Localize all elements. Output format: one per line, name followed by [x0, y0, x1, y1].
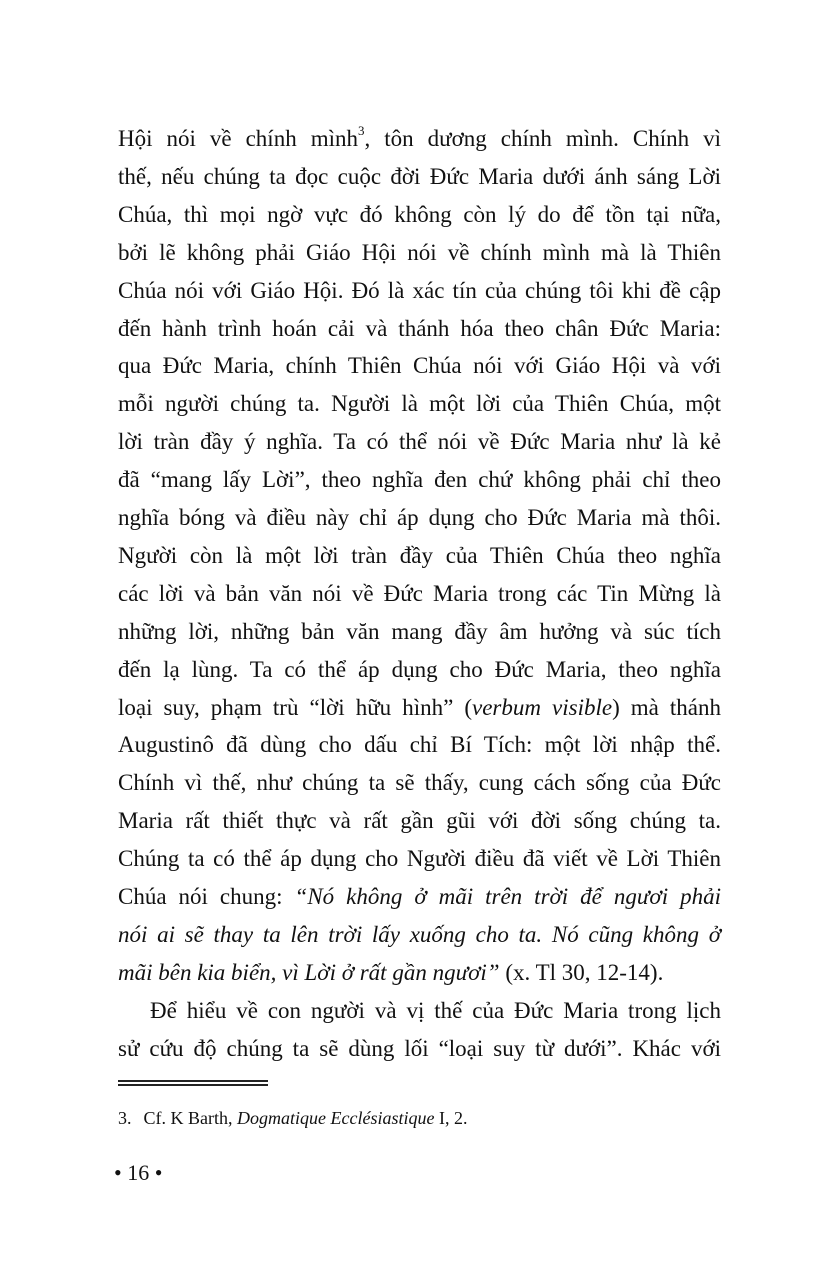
text-line: [118, 916, 721, 954]
text-line: [118, 1030, 721, 1068]
text-line: [118, 499, 721, 537]
italic-text: mãi bên kia biển, vì Lời ở rất gần ngươi”: [118, 960, 500, 985]
text-line: [118, 954, 721, 992]
text-segment: mỗi người chúng ta. Người là một lời của Thiên Chúa, một: [118, 391, 721, 416]
italic-text: “Nó không ở mãi trên trời để ngươi phải: [294, 884, 721, 909]
text-line: [118, 310, 721, 348]
text-line: [118, 537, 721, 575]
text-line: [118, 878, 721, 916]
text-segment: loại suy, phạm trù “lời hữu hình” (: [118, 695, 473, 720]
text-segment: Chúa nói với Giáo Hội. Đó là xác tín của chúng tôi khi đề cập: [118, 278, 721, 303]
text-segment: đến lạ lùng. Ta có thể áp dụng cho Đức Maria, theo nghĩa: [118, 657, 721, 682]
text-segment: Chúa nói chung:: [118, 884, 295, 909]
text-line: [118, 272, 721, 310]
text-segment: đến hành trình hoán cải và thánh hóa theo chân Đức Maria:: [118, 316, 721, 341]
text-segment: bởi lẽ không phải Giáo Hội nói về chính mình mà là Thiên: [118, 240, 721, 265]
text-line: [118, 347, 721, 385]
page-number: • 16 •: [114, 1160, 163, 1185]
text-segment: Maria rất thiết thực và rất gần gũi với đời sống chúng ta.: [118, 808, 721, 833]
text-segment: Người còn là một lời tràn đầy của Thiên Chúa theo nghĩa: [118, 543, 721, 568]
text-segment: Augustinô đã dùng cho dấu chỉ Bí Tích: một lời nhập thể.: [118, 732, 721, 757]
text-line: [118, 385, 721, 423]
text-segment: thế, nếu chúng ta đọc cuộc đời Đức Maria dưới ánh sáng Lời: [118, 164, 721, 189]
text-line: [118, 651, 721, 689]
footnote-divider-second: [118, 1084, 268, 1086]
text-segment: Chúa, thì mọi ngờ vực đó không còn lý do để tồn tại nữa,: [118, 202, 721, 227]
footnote-segment: Cf. K Barth,: [143, 1108, 237, 1128]
text-line: [118, 802, 721, 840]
text-line: [118, 764, 721, 802]
text-segment: đã “mang lấy Lời”, theo nghĩa đen chứ không phải chỉ theo: [118, 467, 721, 492]
text-line: [118, 120, 721, 158]
text-segment: Hội nói về chính mình: [118, 126, 358, 151]
footnote-italic-title: Dogmatique Ecclésiastique: [237, 1108, 435, 1128]
text-line: [118, 726, 721, 764]
footnote-text: [144, 1108, 468, 1128]
text-segment: Chúng ta có thể áp dụng cho Người điều đã viết về Lời Thiên: [118, 846, 721, 871]
text-line: [118, 158, 721, 196]
text-segment: qua Đức Maria, chính Thiên Chúa nói với Giáo Hội và với: [118, 353, 721, 378]
text-segment: Chính vì thế, như chúng ta sẽ thấy, cung cách sống của Đức: [118, 770, 721, 795]
text-line: [150, 992, 721, 1030]
text-line: [118, 689, 721, 727]
footnote-ref[interactable]: 3: [357, 123, 365, 139]
text-line: [118, 196, 721, 234]
text-segment: những lời, những bản văn mang đầy âm hưởng và súc tích: [118, 619, 721, 644]
italic-text: nói ai sẽ thay ta lên trời lấy xuống cho ta. Nó cũng không ở: [118, 922, 721, 947]
text-segment: ) mà thánh: [612, 695, 722, 720]
text-segment: , tôn dương chính mình. Chính vì: [364, 126, 721, 151]
footnote: [118, 1106, 467, 1130]
text-line: [118, 461, 721, 499]
text-segment: lời tràn đầy ý nghĩa. Ta có thể nói về Đức Maria như là kẻ: [118, 429, 721, 454]
footnote-segment: I, 2.: [434, 1108, 468, 1128]
text-segment: (x. Tl 30, 12-14).: [499, 960, 664, 985]
text-line: [118, 613, 721, 651]
footnote-divider: [118, 1080, 268, 1082]
text-segment: các lời và bản văn nói về Đức Maria trong các Tin Mừng là: [118, 581, 721, 606]
text-line: [118, 575, 721, 613]
text-segment: nghĩa bóng và điều này chỉ áp dụng cho Đức Maria mà thôi.: [118, 505, 721, 530]
footnote-number: 3.: [118, 1108, 132, 1128]
text-line: [118, 423, 721, 461]
text-segment: sử cứu độ chúng ta sẽ dùng lối “loại suy từ dưới”. Khác với: [118, 1036, 721, 1061]
text-line: [118, 840, 721, 878]
text-line: [118, 234, 721, 272]
italic-text: verbum visible: [472, 695, 613, 720]
text-segment: Để hiểu về con người và vị thế của Đức Maria trong lịch: [150, 998, 721, 1023]
